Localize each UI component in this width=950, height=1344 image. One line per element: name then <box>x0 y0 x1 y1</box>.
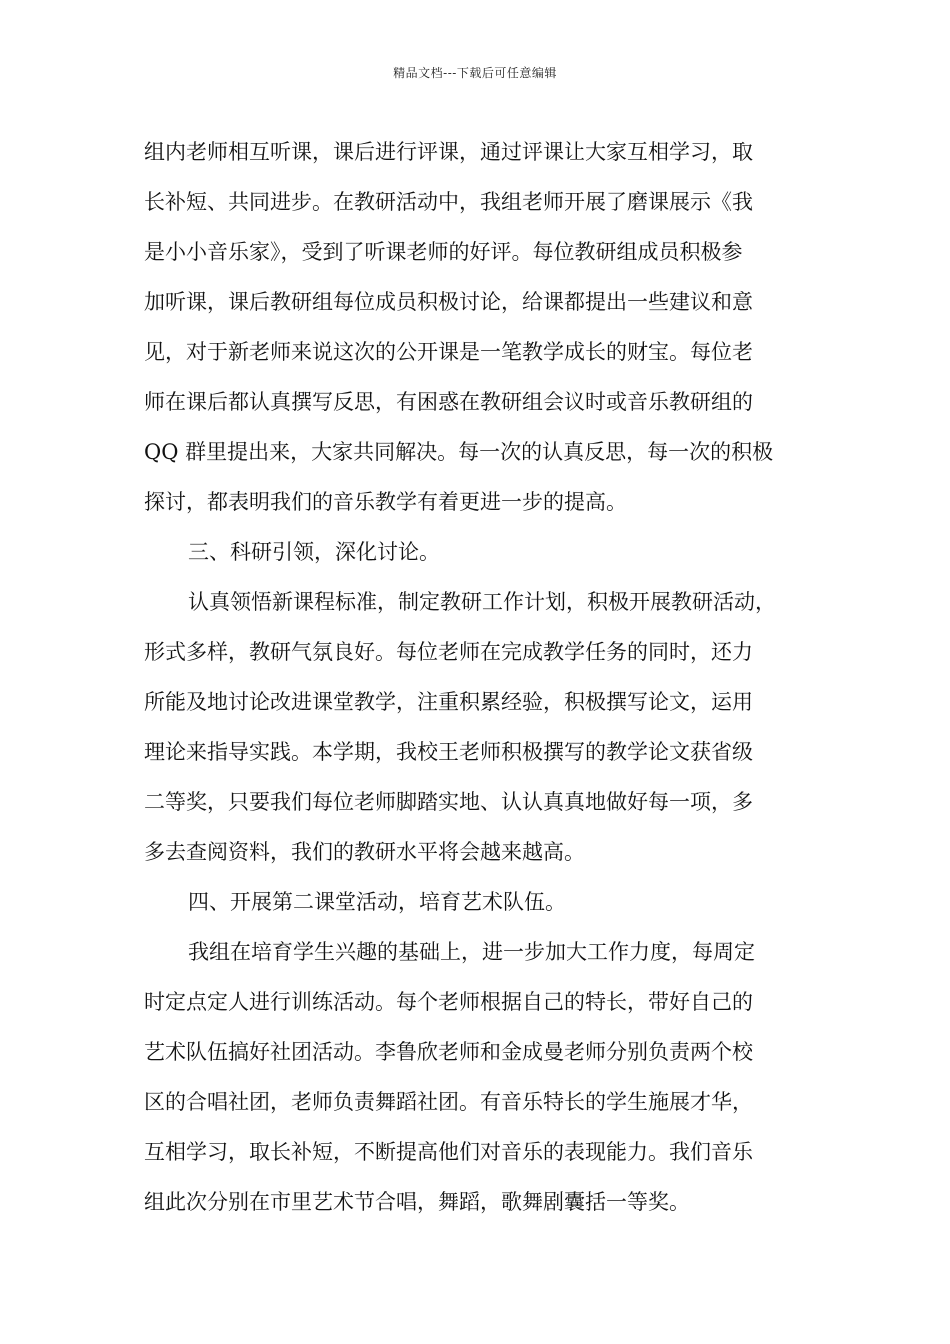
text-line: 时定点定人进行训练活动。每个老师根据自己的特长，带好自己的 <box>144 990 753 1014</box>
page-header: 精品文档---下载后可任意编辑 <box>393 66 557 80</box>
text-line: 互相学习，取长补短，不断提高他们对音乐的表现能力。我们音乐 <box>144 1140 753 1164</box>
text-line: 长补短、共同进步。在教研活动中，我组老师开展了磨课展示《我 <box>144 190 753 214</box>
text-line: 四、开展第二课堂活动，培育艺术队伍。 <box>188 890 566 914</box>
text-line: 组此次分别在市里艺术节合唱，舞蹈，歌舞剧囊括一等奖。 <box>144 1190 690 1214</box>
text-line: 区的合唱社团，老师负责舞蹈社团。有音乐特长的学生施展才华， <box>144 1090 753 1114</box>
text-line: 形式多样，教研气氛良好。每位老师在完成教学任务的同时，还力 <box>144 640 753 664</box>
text-line: 加听课，课后教研组每位成员积极讨论，给课都提出一些建议和意 <box>144 290 753 314</box>
text-line: 组内老师相互听课，课后进行评课，通过评课让大家互相学习，取 <box>144 140 753 164</box>
text-line: 师在课后都认真撰写反思，有困惑在教研组会议时或音乐教研组的 <box>144 390 753 414</box>
text-line: 我组在培育学生兴趣的基础上，进一步加大工作力度，每周定 <box>188 940 755 964</box>
text-line: QQ 群里提出来，大家共同解决。每一次的认真反思，每一次的积极 <box>144 440 774 464</box>
text-line: 二等奖，只要我们每位老师脚踏实地、认认真真地做好每一项，多 <box>144 790 753 814</box>
text-line: 理论来指导实践。本学期，我校王老师积极撰写的教学论文获省级 <box>144 740 753 764</box>
text-line: 所能及地讨论改进课堂教学，注重积累经验，积极撰写论文，运用 <box>144 690 753 714</box>
text-line: 见，对于新老师来说这次的公开课是一笔教学成长的财宝。每位老 <box>144 340 753 364</box>
text-line: 三、科研引领，深化讨论。 <box>188 540 440 564</box>
text-line: 认真领悟新课程标准，制定教研工作计划，积极开展教研活动， <box>188 590 776 614</box>
text-line: 是小小音乐家》，受到了听课老师的好评。每位教研组成员积极参 <box>144 240 743 264</box>
text-line: 探讨，都表明我们的音乐教学有着更进一步的提高。 <box>144 490 627 514</box>
text-line: 艺术队伍搞好社团活动。李鲁欣老师和金成曼老师分别负责两个校 <box>144 1040 753 1064</box>
text-line: 多去查阅资料，我们的教研水平将会越来越高。 <box>144 840 585 864</box>
body-text <box>144 127 814 1227</box>
